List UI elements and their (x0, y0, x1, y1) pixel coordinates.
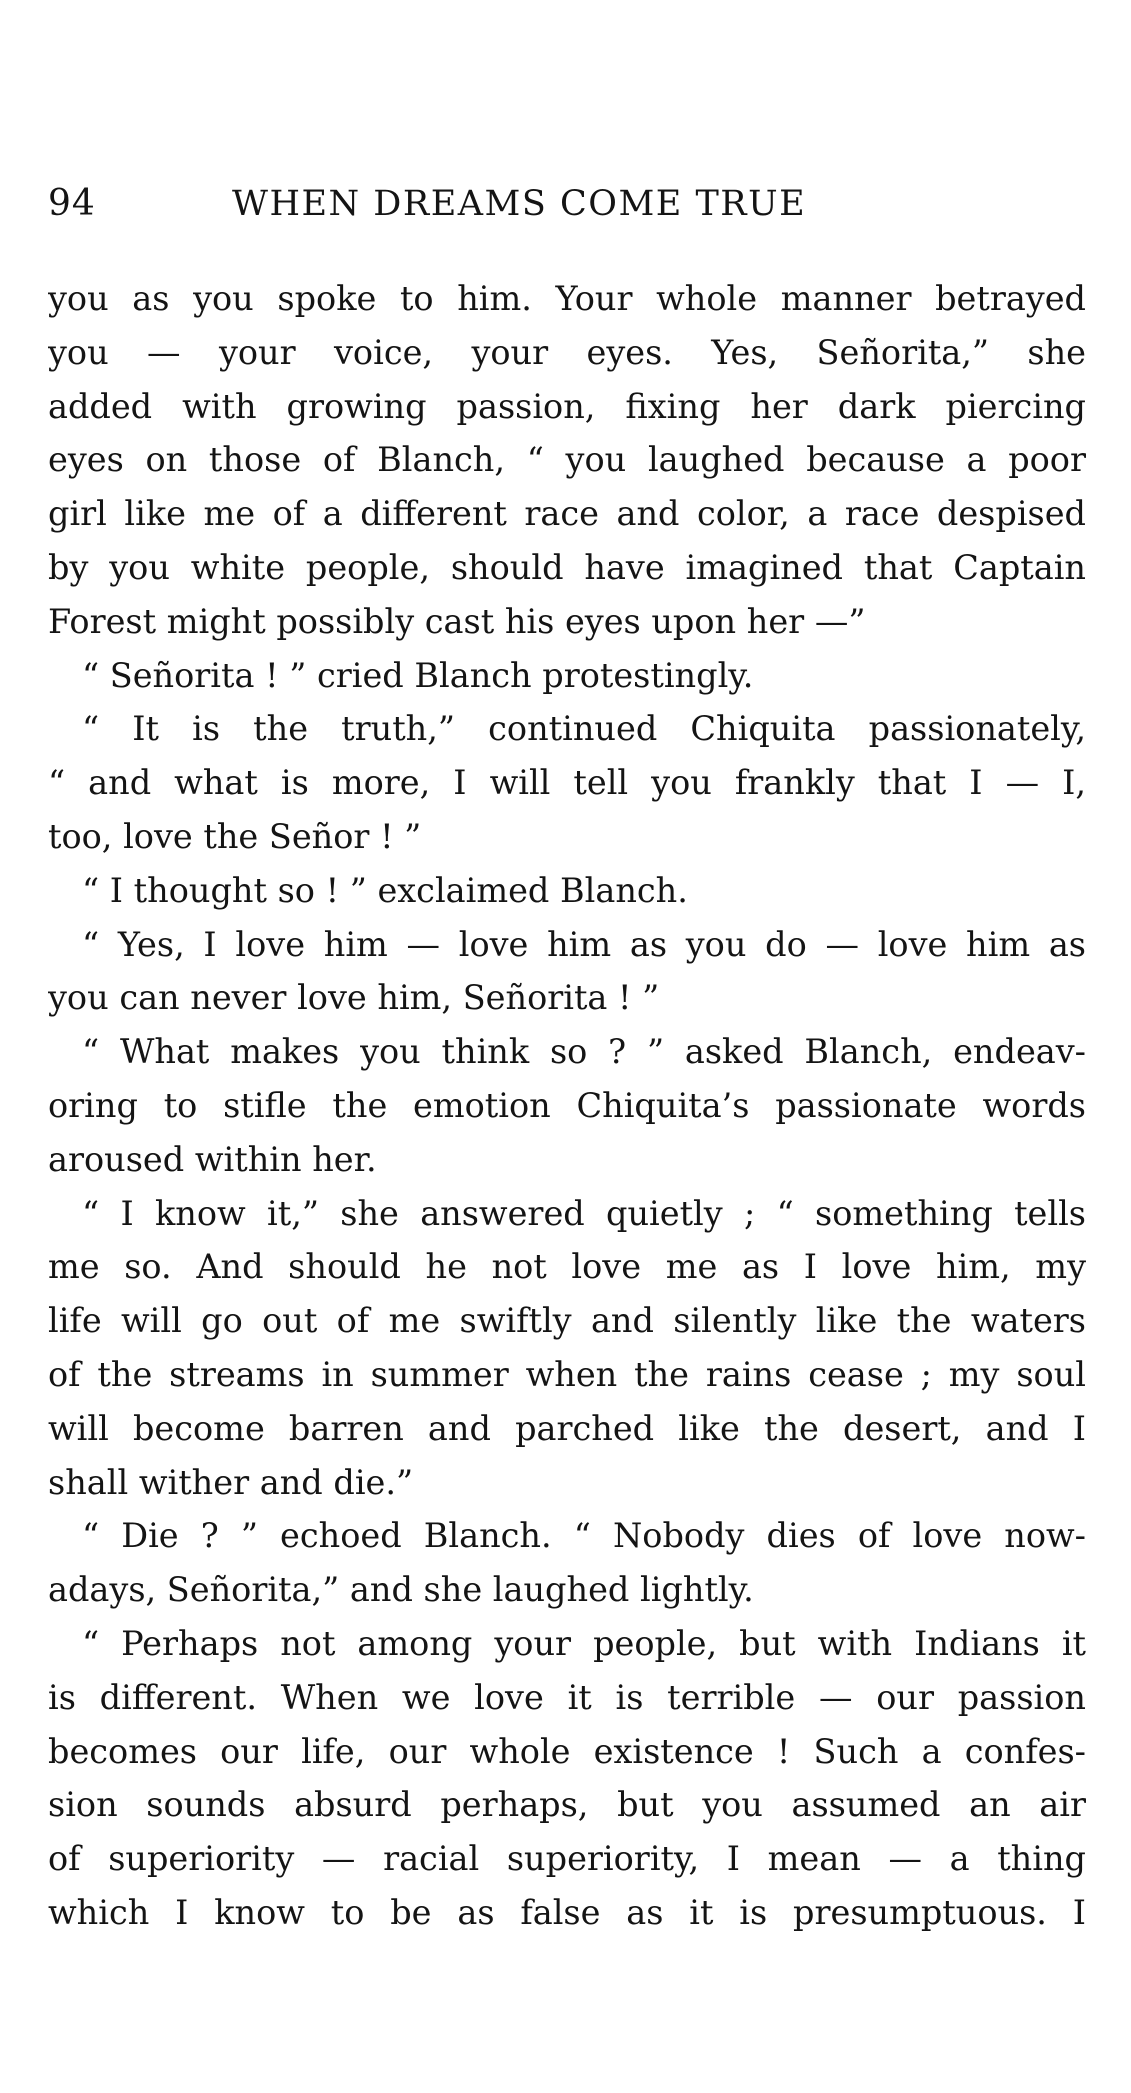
text-line: aroused within her. (48, 1139, 377, 1179)
body-text (48, 272, 1086, 1940)
text-line: “ I thought so ! ” exclaimed Blanch. (82, 870, 688, 910)
text-line: adays, Señorita,” and she laughed lightly. (48, 1570, 754, 1610)
page-header (48, 178, 1088, 230)
text-line: sion sounds absurd perhaps, but you assumed an air (48, 1785, 1086, 1825)
text-line: “ Perhaps not among your people, but with Indians it (82, 1623, 1086, 1663)
text-line: me so. And should he not love me as I love him, my (48, 1247, 1086, 1287)
text-line: of superiority — racial superiority, I mean — a thing (48, 1839, 1086, 1879)
text-line: is different. When we love it is terrible — our passion (48, 1677, 1086, 1717)
text-line: you as you spoke to him. Your whole manner betrayed (48, 279, 1086, 318)
text-line: added with growing passion, fixing her dark piercing (48, 386, 1086, 426)
text-line: “ and what is more, I will tell you frankly that I — I, (48, 763, 1086, 803)
text-line: will become barren and parched like the desert, and I (48, 1408, 1086, 1448)
text-line: by you white people, should have imagined that Captain (48, 547, 1086, 587)
running-title: WHEN DREAMS COME TRUE (232, 184, 807, 224)
text-line: life will go out of me swiftly and silently like the waters (48, 1301, 1086, 1341)
text-line: “ Die ? ” echoed Blanch. “ Nobody dies of love now- (82, 1516, 1086, 1556)
text-line: Forest might possibly cast his eyes upon her —” (48, 601, 866, 641)
text-line: oring to stifle the emotion Chiquita’s passionate words (48, 1085, 1086, 1125)
page-number: 94 (48, 183, 96, 224)
text-line: which I know to be as false as it is presumptuous. I (48, 1892, 1086, 1932)
text-line: you — your voice, your eyes. Yes, Señorita,” she (48, 332, 1086, 372)
text-line: eyes on those of Blanch, “ you laughed because a poor (48, 440, 1086, 480)
text-line: becomes our life, our whole existence ! Such a confes- (48, 1731, 1086, 1771)
text-line: “ I know it,” she answered quietly ; “ something tells (82, 1193, 1086, 1233)
text-line: you can never love him, Señorita ! ” (48, 978, 660, 1018)
text-line: “ Yes, I love him — love him as you do — love him as (82, 924, 1086, 964)
text-line: “ What makes you think so ? ” asked Blanch, endeav- (82, 1032, 1086, 1072)
text-line: shall wither and die.” (48, 1462, 414, 1502)
text-line: “ Señorita ! ” cried Blanch protestingly. (82, 655, 754, 695)
text-line: of the streams in summer when the rains cease ; my soul (48, 1354, 1086, 1394)
text-line: girl like me of a different race and color, a race despised (48, 494, 1086, 534)
text-line: “ It is the truth,” continued Chiquita passionately, (82, 709, 1086, 749)
text-line: too, love the Señor ! ” (48, 816, 422, 856)
